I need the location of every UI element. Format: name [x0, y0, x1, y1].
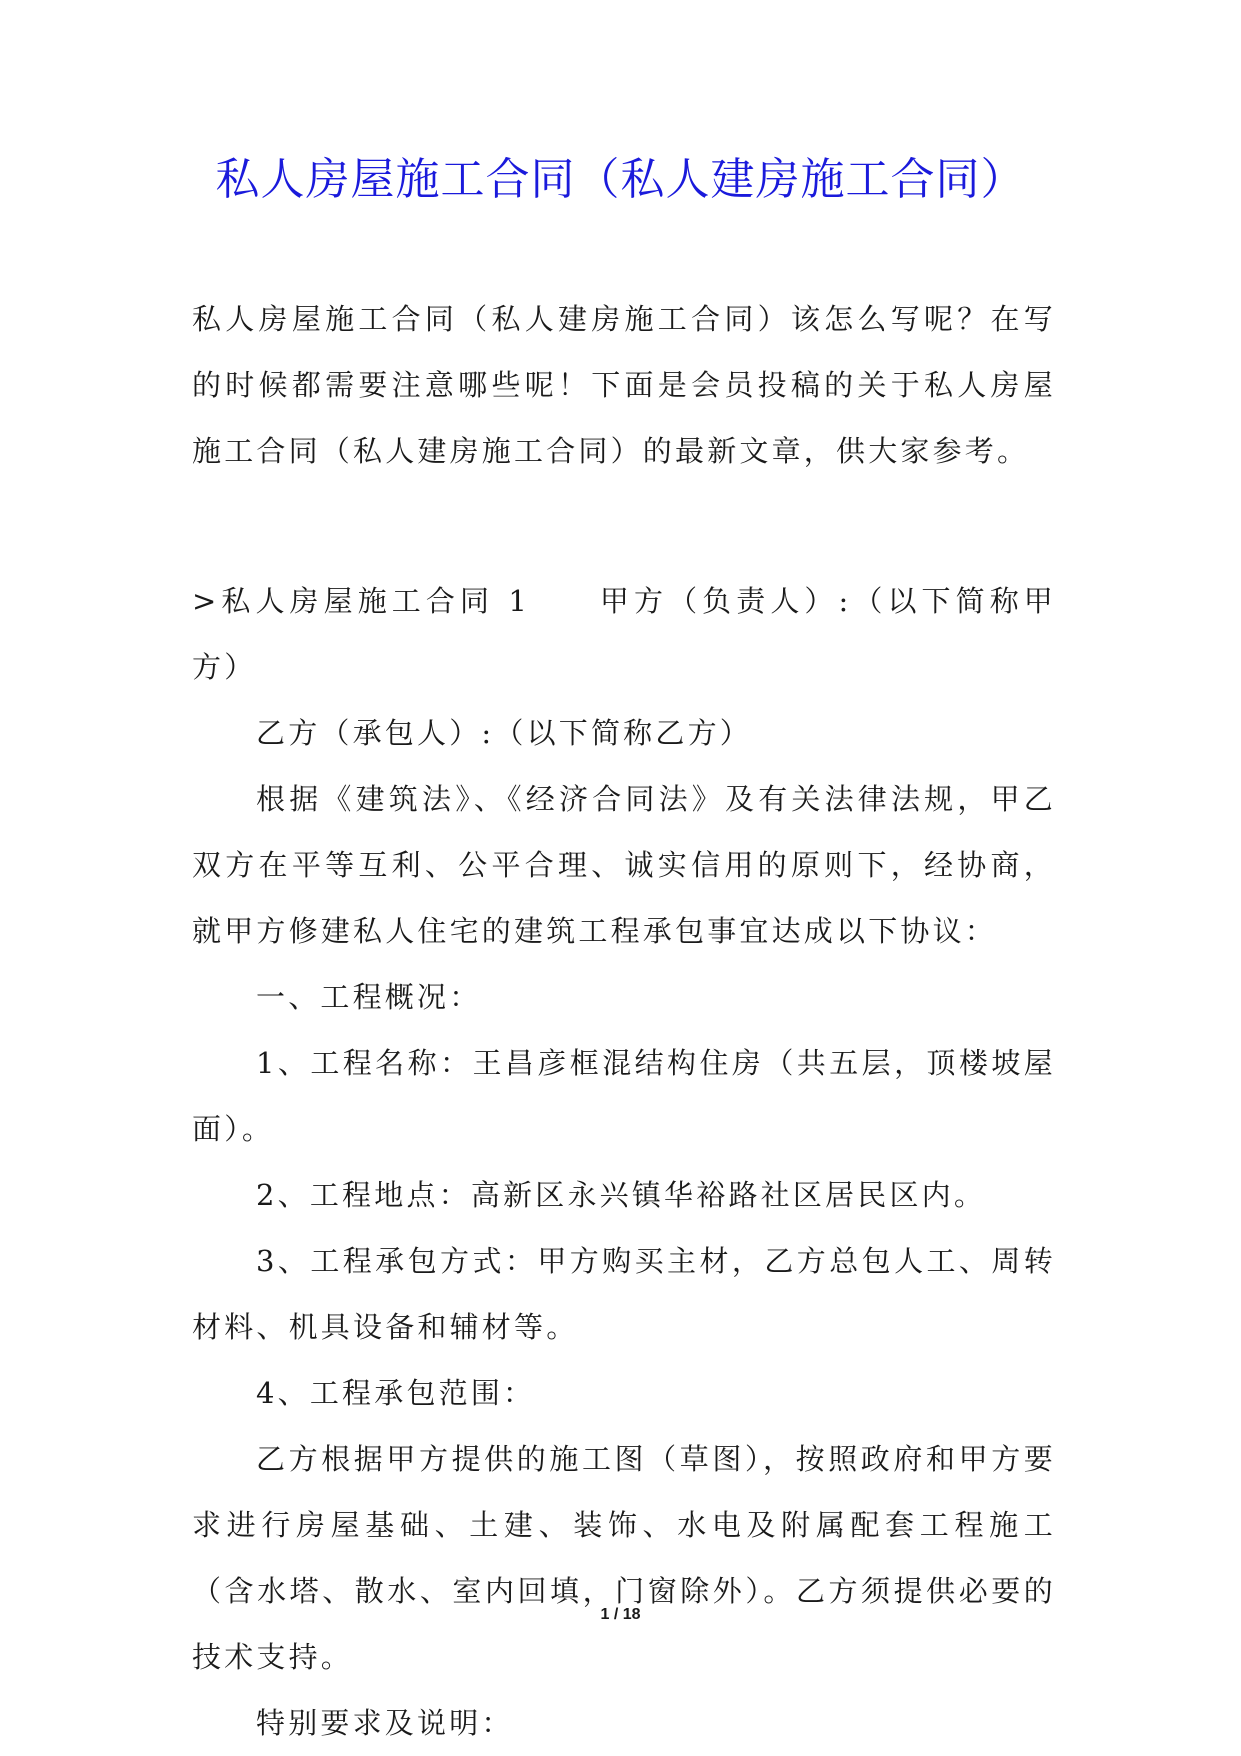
scope-paragraph: 乙方根据甲方提供的施工图（草图），按照政府和甲方要求进行房屋基础、土建、装饰、水电及附属配套工程施工（含水塔、散水、室内回填，门窗除外）。乙方须提供必要的技术支持。 [192, 1442, 1056, 1674]
overview-heading: 一、工程概况： [256, 980, 482, 1014]
document-title: 私人房屋施工合同（私人建房施工合同） [215, 154, 1026, 205]
section-heading: >私人房屋施工合同 1 [192, 584, 531, 618]
page-indicator: 1 / 18 [600, 1606, 641, 1623]
party-b-line: 乙方（承包人）:（以下简称乙方） [256, 716, 752, 750]
item-project-name: 1、工程名称：王昌彦框混结构住房（共五层，顶楼坡屋面）。 [192, 1046, 1056, 1146]
item-contract-method: 3、工程承包方式：甲方购买主材，乙方总包人工、周转材料、机具设备和辅材等。 [192, 1244, 1056, 1344]
preamble-paragraph: 根据《建筑法》、《经济合同法》及有关法律法规，甲乙双方在平等互利、公平合理、诚实信用的原则下，经协商，就甲方修建私人住宅的建筑工程承包事宜达成以下协议： [192, 782, 1056, 948]
document-body [192, 286, 1056, 1756]
item-project-location: 2、工程地点：高新区永兴镇华裕路社区居民区内。 [256, 1178, 987, 1212]
special-requirements-heading: 特别要求及说明： [256, 1706, 514, 1740]
party-a-line: 甲方（负责人）:（以下简称甲方） [192, 584, 1056, 684]
item-contract-scope: 4、工程承包范围： [256, 1376, 536, 1410]
intro-paragraph: 私人房屋施工合同（私人建房施工合同）该怎么写呢？在写的时候都需要注意哪些呢！下面是会员投稿的关于私人房屋施工合同（私人建房施工合同）的最新文章，供大家参考。 [192, 302, 1056, 468]
section-heading-line [192, 568, 1056, 700]
